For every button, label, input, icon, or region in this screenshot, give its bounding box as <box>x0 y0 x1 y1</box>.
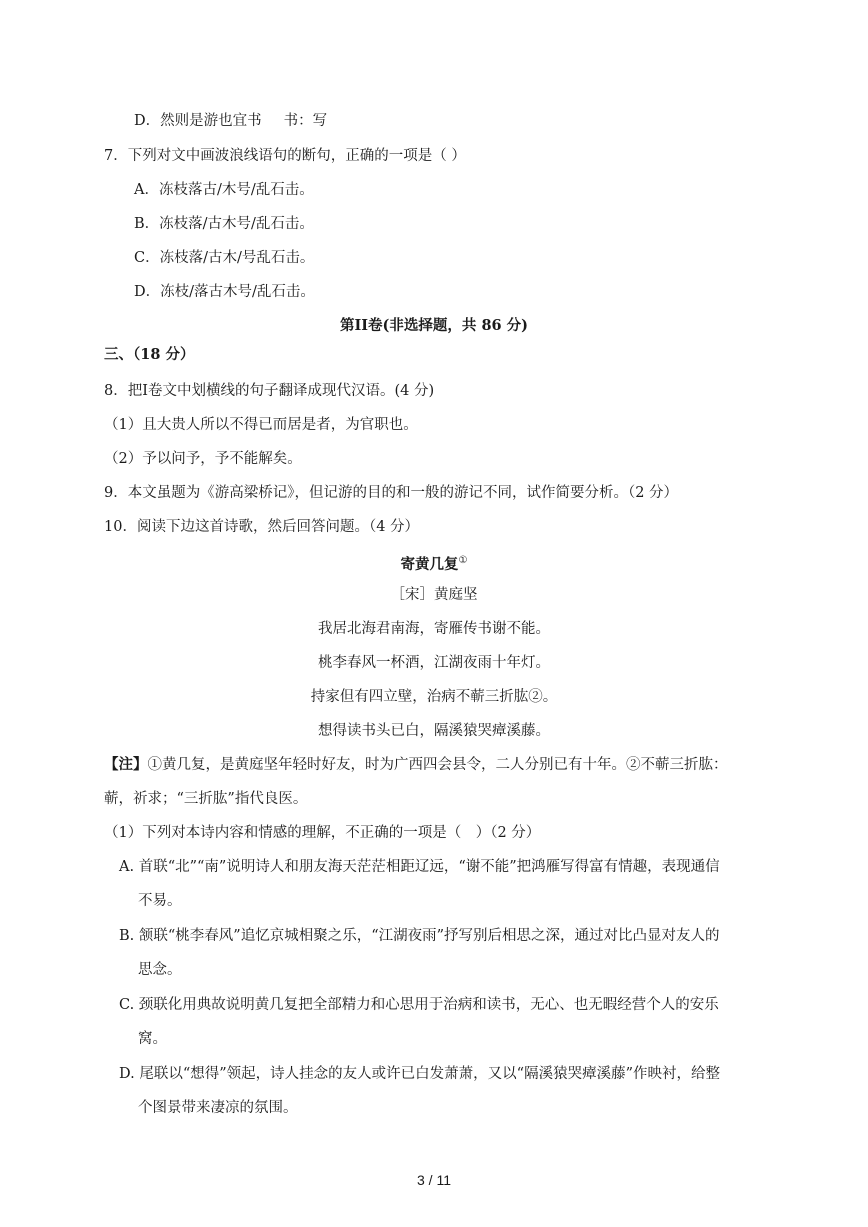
q10-stem: 10．阅读下边这首诗歌，然后回答问题。（4 分） <box>104 519 420 535</box>
poem-note-text-1: ①黄几复，是黄庭坚年轻时好友，时为广西四会县令，二人分别已有十年。②不蕲三折肱： <box>147 757 728 773</box>
poem-line-4: 想得读书头已白，隔溪猿哭瘴溪藤。 <box>318 723 550 739</box>
q6-option-d-gloss: 书：写 <box>283 113 328 129</box>
q8-item-2: （2）予以问予，予不能解矣。 <box>104 451 302 467</box>
poem-note-label: 【注】 <box>104 756 148 773</box>
q10-sub1-option-d-line1: D. 尾联以“想得”领起，诗人挂念的友人或许已白发萧萧，又以“隔溪猿哭瘴溪藤”作映衬，给整 <box>119 1066 720 1082</box>
part2-heading: 第II卷(非选择题，共 86 分) <box>339 317 529 334</box>
q6-option-d-text: D．然则是游也宜书 <box>134 113 262 129</box>
q7-option-a: A．冻枝落古/木号/乱石击。 <box>134 182 314 198</box>
q10-sub1-option-b-line2: 思念。 <box>138 962 182 978</box>
q10-sub1-option-b-line1: B. 颔联“桃李春风”追忆京城相聚之乐，“江湖夜雨”抒写别后相思之深，通过对比凸显对友人的 <box>119 928 720 944</box>
q8-item-1: （1）且大贵人所以不得已而居是者，为官职也。 <box>104 417 418 433</box>
poem-title <box>0 551 868 575</box>
q7-option-d: D．冻枝/落古木号/乱石击。 <box>134 284 315 300</box>
section3-heading: 三、（18 分） <box>104 346 195 363</box>
poem-author: ［宋］黄庭坚 <box>390 587 478 603</box>
poem-title-text: 寄黄几复 <box>400 555 459 573</box>
poem-title-footnote-mark: ① <box>458 555 468 566</box>
q8-stem: 8．把I卷文中划横线的句子翻译成现代汉语。(4 分) <box>104 383 435 399</box>
poem-note-line-1 <box>104 755 728 775</box>
q10-sub1-option-c-line1: C. 颈联化用典故说明黄几复把全部精力和心思用于治病和读书，无心、也无暇经营个人的安乐 <box>119 997 719 1013</box>
q6-option-d <box>134 111 327 131</box>
q10-sub1-stem: （1）下列对本诗内容和情感的理解，不正确的一项是（ ）（2 分） <box>104 825 541 841</box>
poem-note-line-2: 蕲，祈求；“三折肱”指代良医。 <box>104 791 308 807</box>
q10-sub1-option-c-line2: 窝。 <box>138 1031 167 1047</box>
page-number: 3 / 11 <box>417 1172 451 1188</box>
poem-line-3: 持家但有四立壁，治病不蕲三折肱②。 <box>310 689 558 705</box>
q10-sub1-option-a-line1: A. 首联“北”“南”说明诗人和朋友海天茫茫相距辽远，“谢不能”把鸿雁写得富有情趣，表现通信 <box>119 859 720 875</box>
q10-sub1-option-d-line2: 个图景带来凄凉的氛围。 <box>138 1100 298 1116</box>
q7-option-b: B．冻枝落/古木号/乱石击。 <box>134 216 314 232</box>
q7-stem: 7．下列对文中画波浪线语句的断句，正确的一项是（ ） <box>104 148 466 164</box>
poem-line-2: 桃李春风一杯酒，江湖夜雨十年灯。 <box>318 655 550 671</box>
q7-option-c: C．冻枝落/古木/号乱石击。 <box>134 250 315 266</box>
poem-line-1: 我居北海君南海，寄雁传书谢不能。 <box>318 621 550 637</box>
q9-stem: 9．本文虽题为《游高梁桥记》，但记游的目的和一般的游记不同，试作简要分析。（2 分） <box>104 485 679 501</box>
q10-sub1-option-a-line2: 不易。 <box>138 893 182 909</box>
